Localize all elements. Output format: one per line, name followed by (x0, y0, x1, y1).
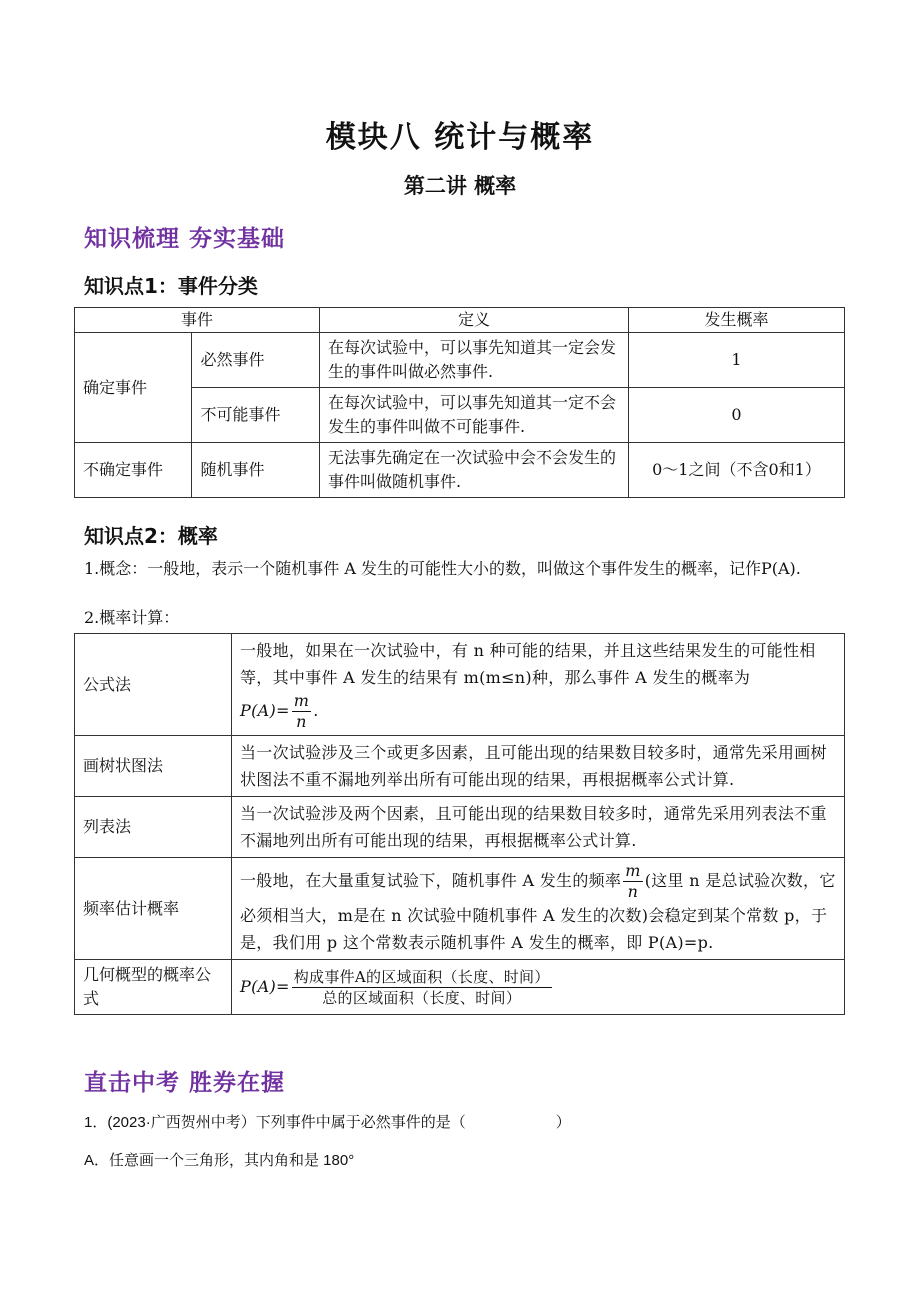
knowledge-point-1-title: 知识点1：事件分类 (84, 274, 258, 298)
method-label: 列表法 (75, 797, 232, 858)
probability-calc-title: 2.概率计算： (84, 608, 180, 627)
geo-formula-lhs: P(A)= (240, 976, 290, 996)
method-text: 一般地，如果在一次试验中，有 n 种可能的结果，并且这些结果发生的可能性相等，其中事件 A 发生的结果有 m(m≤n)种，那么事件 A 发生的概率为 (240, 641, 816, 687)
question-stem: 1．(2023·广西贺州中考）下列事件中属于必然事件的是（ ） (84, 1114, 571, 1131)
method-label: 几何概型的概率公式 (75, 960, 232, 1015)
event-probability: 1 (629, 333, 845, 388)
table-row (75, 960, 845, 1015)
section-heading-basics: 知识梳理 夯实基础 (84, 226, 286, 252)
table-row (75, 443, 845, 498)
event-probability: 0 (629, 388, 845, 443)
formula-lhs: P(A)= (240, 701, 290, 720)
method-content (232, 858, 845, 960)
method-label: 画树状图法 (75, 736, 232, 797)
event-definition: 无法事先确定在一次试验中会不会发生的事件叫做随机事件. (320, 443, 629, 498)
geo-formula-numerator: 构成事件A的区域面积（长度、时间） (293, 967, 550, 986)
method-content (232, 960, 845, 1015)
group-determined: 确定事件 (75, 333, 192, 443)
event-type: 随机事件 (192, 443, 320, 498)
formula-numerator: m (293, 691, 310, 710)
header-probability: 发生概率 (629, 308, 845, 333)
geo-formula-denominator: 总的区域面积（长度、时间） (322, 988, 522, 1007)
question-option-a: A．任意画一个三角形，其内角和是 180° (84, 1152, 355, 1169)
method-text: 一般地，在大量重复试验下，随机事件 A 发生的频率 (240, 871, 622, 890)
method-content (232, 634, 845, 736)
event-definition: 在每次试验中，可以事先知道其一定会发生的事件叫做必然事件. (320, 333, 629, 388)
formula-denominator: n (296, 712, 307, 731)
frequency-numerator: m (625, 861, 641, 880)
group-undetermined: 不确定事件 (75, 443, 192, 498)
probability-calculation-table (74, 633, 845, 1015)
page-subtitle: 第二讲 概率 (403, 174, 517, 198)
event-type: 必然事件 (192, 333, 320, 388)
formula-fraction (292, 691, 311, 732)
formula-end: . (313, 701, 319, 720)
event-probability: 0～1之间（不含0和1） (629, 443, 845, 498)
page-title: 模块八 统计与概率 (325, 120, 595, 155)
frequency-fraction (623, 861, 642, 902)
table-row (75, 736, 845, 797)
section-heading-exam: 直击中考 胜券在握 (84, 1070, 286, 1096)
event-type: 不可能事件 (192, 388, 320, 443)
method-text: 当一次试验涉及两个因素，且可能出现的结果数目较多时，通常先采用列表法不重不漏地列出所有可能出现的结果，再根据概率公式计算. (232, 797, 845, 858)
table-header-row (75, 308, 845, 333)
method-text: 当一次试验涉及三个或更多因素，且可能出现的结果数目较多时，通常先采用画树状图法不重不漏地列举出所有可能出现的结果，再根据概率公式计算. (232, 736, 845, 797)
method-text-continued: (这里 n 是总试验次数，它必须相当大，m是在 n 次试验中随机事件 A 发生的次数)会稳定到某个常数 p，于是，我们用 p 这个常数表示随机事件 A 发生的概率，即 P(A)=p. (240, 871, 836, 952)
event-classification-table (74, 307, 845, 498)
table-row (75, 333, 845, 388)
event-definition: 在每次试验中，可以事先知道其一定不会发生的事件叫做不可能事件. (320, 388, 629, 443)
table-row (75, 797, 845, 858)
geo-formula-fraction (292, 967, 552, 1008)
method-label: 公式法 (75, 634, 232, 736)
header-definition: 定义 (320, 308, 629, 333)
table-row (75, 634, 845, 736)
frequency-denominator: n (627, 882, 639, 901)
table-row (75, 858, 845, 960)
header-event: 事件 (75, 308, 320, 333)
knowledge-point-2-title: 知识点2：概率 (84, 524, 218, 548)
probability-concept: 1.概念：一般地，表示一个随机事件 A 发生的可能性大小的数，叫做这个事件发生的概率，记作P(A). (84, 559, 801, 578)
method-label: 频率估计概率 (75, 858, 232, 960)
